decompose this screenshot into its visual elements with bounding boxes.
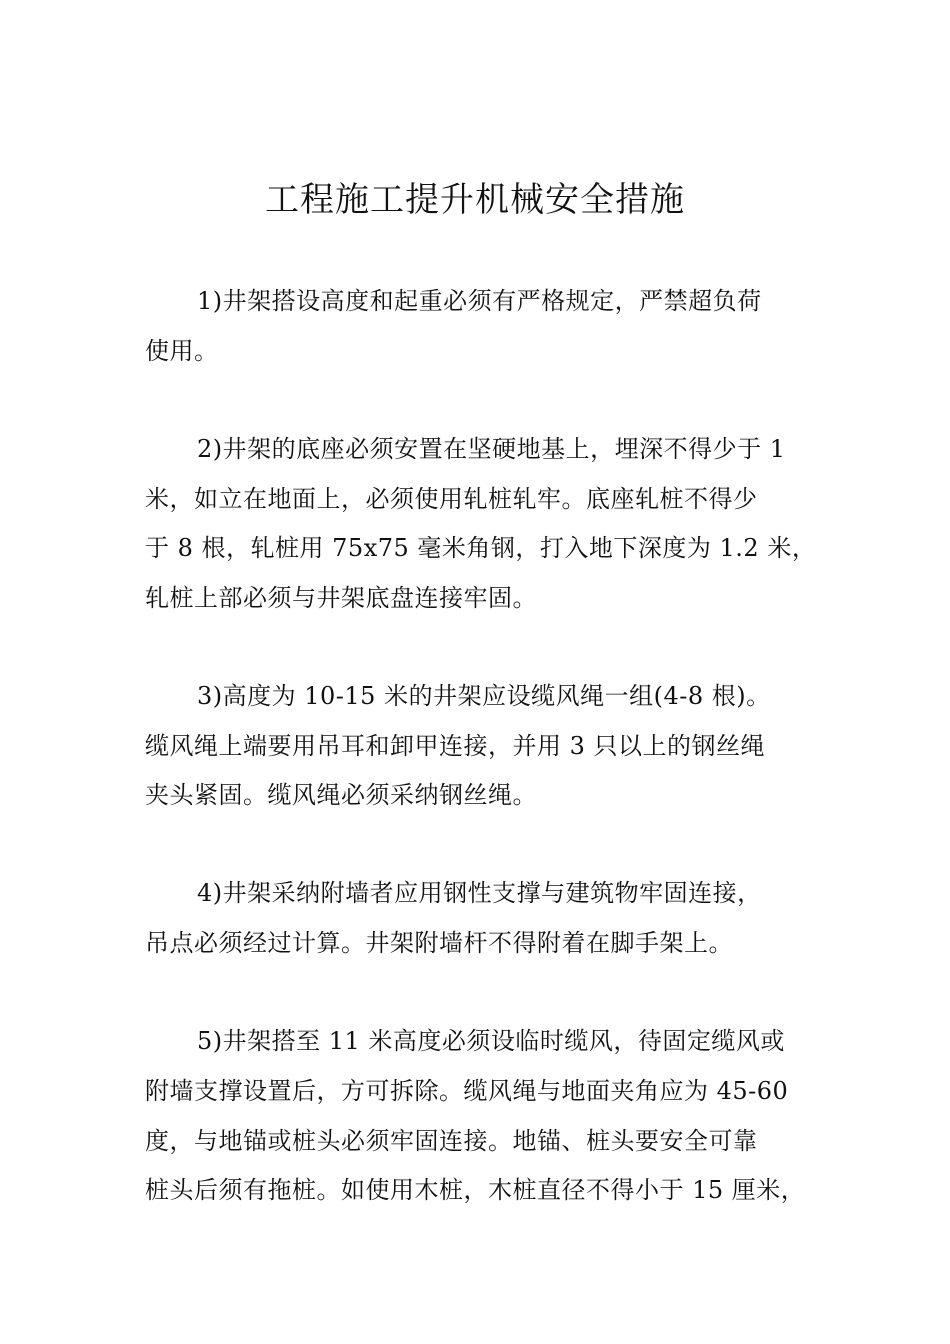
paragraph-2-line-2: 米，如立在地面上，必须使用轧桩轧牢。底座轧桩不得少 xyxy=(145,485,758,513)
paragraph-1-line-1: 1)井架搭设高度和起重必须有严格规定，严禁超负荷 xyxy=(197,287,762,315)
paragraph-2-line-4: 轧桩上部必须与井架底盘连接牢固。 xyxy=(145,584,537,612)
paragraph-4-line-1: 4)井架采纳附墙者应用钢性支撑与建筑物牢固连接， xyxy=(197,879,762,907)
paragraph-4-line-2: 吊点必须经过计算。井架附墙杆不得附着在脚手架上。 xyxy=(145,929,733,957)
paragraph-5-line-2: 附墙支撑设置后，方可拆除。缆风绳与地面夹角应为 45-60 xyxy=(145,1077,789,1105)
paragraph-2-line-1: 2)井架的底座必须安置在坚硬地基上，埋深不得少于 1 xyxy=(197,435,786,463)
paragraph-3-line-3: 夹头紧固。缆风绳必须采纳钢丝绳。 xyxy=(145,781,537,809)
paragraph-3-line-1: 3)高度为 10-15 米的井架应设缆风绳一组(4-8 根)。 xyxy=(197,682,771,710)
paragraph-5-line-3: 度，与地锚或桩头必须牢固连接。地锚、桩头要安全可靠 xyxy=(145,1127,758,1155)
paragraph-2-line-3: 于 8 根，轧桩用 75x75 毫米角钢，打入地下深度为 1.2 米， xyxy=(145,534,817,562)
document-title: 工程施工提升机械安全措施 xyxy=(265,180,685,220)
paragraph-5-line-1: 5)井架搭至 11 米高度必须设临时缆风，待固定缆风或 xyxy=(197,1027,785,1055)
paragraph-5-line-4: 桩头后须有拖桩。如使用木桩，木桩直径不得小于 15 厘米， xyxy=(145,1176,806,1204)
paragraph-3-line-2: 缆风绳上端要用吊耳和卸甲连接，并用 3 只以上的钢丝绳 xyxy=(145,732,766,760)
paragraph-1-line-2: 使用。 xyxy=(145,337,219,365)
